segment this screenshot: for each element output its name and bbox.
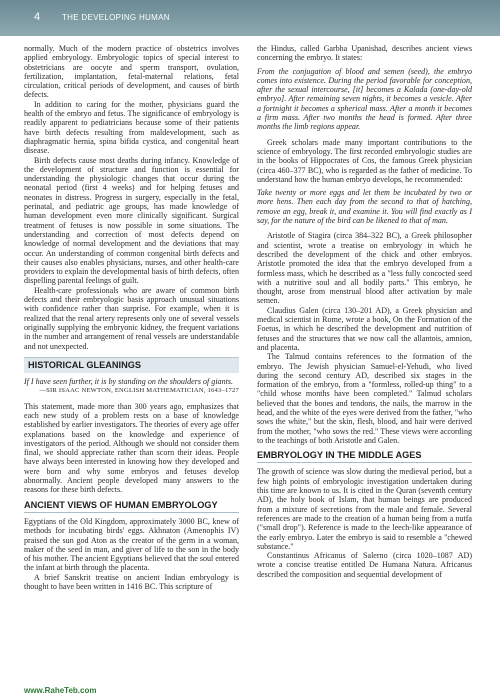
block-quote: From the conjugation of blood and semen (seed), the embryo comes into existence. During the period favorable for conception, after the sexual intercourse, [it] becomes a Kalada (one-day-old embryo]. After remaining seven nights, it becomes a vesicle. After a fortnight it becomes a spherical mass. After a month it becomes a firm mass. After two months the head is formed. After three months the limb regions appear. [257, 66, 472, 132]
watermark: www.RaheTeb.com [24, 686, 97, 695]
epigraph-text: If I have seen further, it is by standing on the shoulders of giants. [24, 377, 233, 387]
right-column [257, 44, 472, 579]
block-quote: Take twenty or more eggs and let them be incubated by two or more hens. Then each day from the second to that of hatching, remove an egg, break it, and examine it. You will find exactly as I say, for the nature of the bird can be likened to that of man. [257, 188, 472, 226]
paragraph: A brief Sanskrit treatise on ancient Indian embryology is thought to have been written in 1416 BC. This scripture of [24, 572, 239, 592]
epigraph-source: —SIR ISAAC NEWTON, ENGLISH MATHEMATICIAN, 1643–1727 [39, 387, 239, 395]
section-heading: ANCIENT VIEWS OF HUMAN EMBRYOLOGY [24, 501, 239, 513]
page-header [0, 0, 500, 36]
running-title: THE DEVELOPING HUMAN [62, 13, 170, 22]
section-heading: EMBRYOLOGY IN THE MIDDLE AGES [257, 451, 472, 463]
paragraph: In addition to caring for the mother, physicians guard the health of the embryo and fetus. The significance of embryology is readily apparent to pediatricians because some of their patients have birth defects resulting from maldevelopment, such as diaphragmatic hernia, spina bifida cystica, and congenital heart disease. [24, 99, 239, 156]
left-column [24, 44, 239, 591]
paragraph: Greek scholars made many important contributions to the science of embryology. The first recorded embryologic studies are in the books of Hippocrates of Cos, the famous Greek physician (circa 460–377 BC), who is regarded as the father of medicine. To understand how the human embryo develops, he recommended: [257, 137, 472, 184]
paragraph: Health-care professionals who are aware of common birth defects and their embryologic basis approach unusual situations with confidence rather than surprise. For example, when it is realized that the renal artery represents only one of several vessels originally supplying the embryonic kidney, the frequent variations in the number and arrangement of renal vessels are understandable and not unexpected. [24, 285, 239, 351]
paragraph: Birth defects cause most deaths during infancy. Knowledge of the development of structure and function is essential for understanding the physiologic changes that occur during the neonatal period (first 4 weeks) and for helping fetuses and neonates in distress. Progress in surgery, especially in the fetal, perinatal, and pediatric age groups, has made knowledge of human development even more clinically significant. Surgical treatment of fetuses is now possible in some situations. The understanding and correction of most defects depend on knowledge of normal development and the deviations that may occur. An understanding of common congenital birth defects and their causes also enables physicians, nurses, and other health-care providers to explain the developmental basis of birth defects, often dispelling parental feelings of guilt. [24, 155, 239, 286]
paragraph: Claudius Galen (circa 130–201 AD), a Greek physician and medical scientist in Rome, wrote a book, On the Formation of the Foetus, in which he described the development and nutrition of fetuses and the structures that we now call the allantois, amnion, and placenta. [257, 305, 472, 352]
paragraph: the Hindus, called Garbha Upanishad, describes ancient views concerning the embryo. It states: [257, 44, 472, 63]
paragraph: The Talmud contains references to the formation of the embryo. The Jewish physician Samuel-el-Yehudi, who lived during the second century AD, described six stages in the formation of the embryo, from a "formless, rolled-up thing" to a "child whose months have been completed." Talmud scholars believed that the bones and tendons, the nails, the marrow in the head, and the white of the eyes were derived from the father, "who sows the white," but the skin, flesh, blood, and hair were derived from the mother, "who sows the red." These views were according to the teachings of both Aristotle and Galen. [257, 352, 472, 445]
paragraph: The growth of science was slow during the medieval period, but a few high points of embryologic investigation undertaken during this time are known to us. It is cited in the Quran (seventh century AD), the holy book of Islam, that human beings are produced from a mixture of secretions from the male and female. Several references are made to the creation of a human being from a nutfa ("small drop"). Reference is made to the leech-like appearance of the early embryo. Later the embryo is said to resemble a "chewed substance." [257, 467, 472, 551]
paragraph: Constantinus Africanus of Salerno (circa 1020–1087 AD) wrote a concise treatise entitled De Humana Natura. Africanus described the composition and sequential development of [257, 551, 472, 579]
paragraph: Aristotle of Stagira (circa 384–322 BC), a Greek philosopher and scientist, wrote a treatise on embryology in which he described the development of the chick and other embryos. Aristotle promoted the idea that the embryo developed from a formless mass, which he described as a "less fully concocted seed with a nutritive soul and all bodily parts." This embryo, he thought, arose from menstrual blood after activation by male semen. [257, 231, 472, 306]
paragraph: normally. Much of the modern practice of obstetrics involves applied embryology. Embryologic topics of special interest to obstetricians are oocyte and sperm transport, ovulation, fertilization, implantation, fetal-maternal relations, fetal circulation, critical periods of development, and causes of birth defects. [24, 44, 239, 100]
epigraph [24, 377, 239, 396]
page-number: 4 [34, 11, 41, 23]
paragraph: Egyptians of the Old Kingdom, approximately 3000 BC, knew of methods for incubating birds' eggs. Akhnaton (Amenophis IV) praised the sun god Aton as the creator of the germ in a woman, maker of the seed in man, and giver of life to the son in the body of his mother. The ancient Egyptians believed that the soul entered the infant at birth through the placenta. [24, 516, 239, 573]
paragraph: This statement, made more than 300 years ago, emphasizes that each new study of a problem rests on a base of knowledge established by earlier investigators. The theories of every age offer explanations based on the knowledge and experience of investigators of the period. Although we should not consider them final, we should appreciate rather than scorn their ideas. People have always been interested in knowing how they developed and were born and why some embryos and fetuses develop abnormally. Ancient people developed many answers to the reasons for these birth defects. [24, 401, 239, 495]
section-heading: HISTORICAL GLEANINGS [24, 357, 239, 373]
